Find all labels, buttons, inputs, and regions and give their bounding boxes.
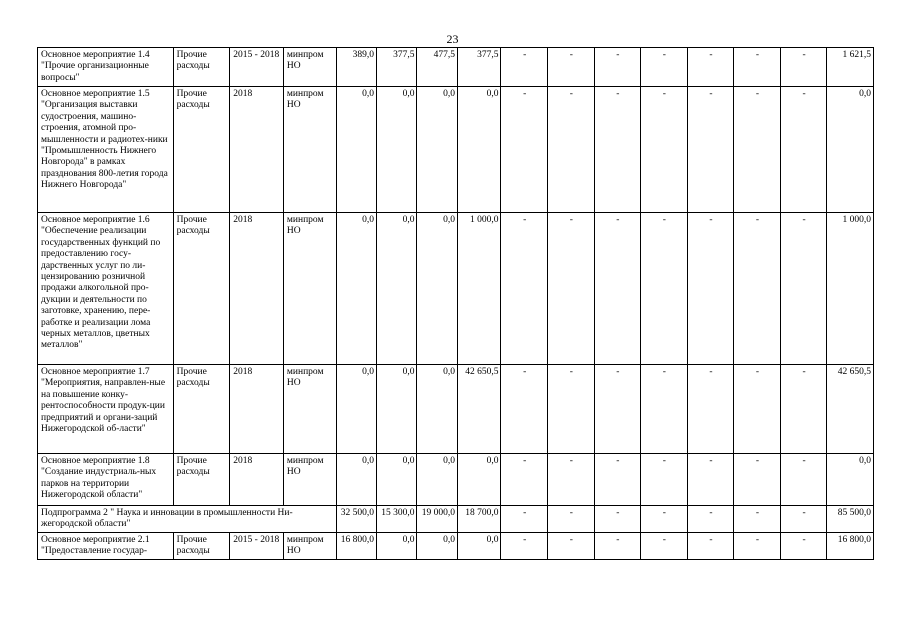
row-value: 0,0 — [417, 365, 457, 454]
row-empty: - — [641, 532, 688, 559]
row-empty: - — [548, 87, 595, 213]
row-value: 0,0 — [336, 454, 376, 506]
table-row — [38, 532, 874, 559]
row-name: Основное мероприятие 1.4 "Прочие организационные вопросы" — [38, 48, 174, 87]
row-value: 0,0 — [417, 87, 457, 213]
row-empty: - — [594, 87, 641, 213]
row-empty: - — [594, 48, 641, 87]
subprogram-empty: - — [641, 506, 688, 533]
row-empty: - — [734, 532, 781, 559]
row-empty: - — [780, 87, 827, 213]
row-empty: - — [501, 87, 548, 213]
row-value: 0,0 — [457, 87, 501, 213]
row-empty: - — [780, 454, 827, 506]
row-value: 0,0 — [377, 454, 417, 506]
table-row — [38, 87, 874, 213]
page-number: 23 — [446, 32, 459, 46]
row-empty: - — [641, 213, 688, 365]
row-years: 2018 — [230, 87, 284, 213]
row-value: 0,0 — [417, 532, 457, 559]
row-total: 1 621,5 — [827, 48, 874, 87]
row-executor: минпром НО — [283, 454, 336, 506]
row-empty: - — [548, 48, 595, 87]
row-value: 0,0 — [417, 454, 457, 506]
row-type: Прочие расходы — [173, 454, 230, 506]
row-empty: - — [734, 454, 781, 506]
row-total: 42 650,5 — [827, 365, 874, 454]
row-value: 377,5 — [377, 48, 417, 87]
row-empty: - — [687, 87, 734, 213]
row-empty: - — [594, 365, 641, 454]
row-empty: - — [501, 454, 548, 506]
row-value: 1 000,0 — [457, 213, 501, 365]
row-name: Основное мероприятие 2.1 "Предоставление государ- — [38, 532, 174, 559]
row-type: Прочие расходы — [173, 87, 230, 213]
row-empty: - — [780, 365, 827, 454]
row-empty: - — [501, 48, 548, 87]
row-empty: - — [734, 213, 781, 365]
row-empty: - — [780, 213, 827, 365]
table-row — [38, 365, 874, 454]
row-years: 2015 - 2018 — [230, 48, 284, 87]
row-total: 16 800,0 — [827, 532, 874, 559]
row-empty: - — [501, 213, 548, 365]
row-empty: - — [641, 454, 688, 506]
subprogram-name: Подпрограмма 2 " Наука и инновации в промышленности Ни-жегородской области" — [38, 506, 337, 533]
row-empty: - — [594, 213, 641, 365]
row-value: 0,0 — [377, 365, 417, 454]
subprogram-row — [38, 506, 874, 533]
row-type: Прочие расходы — [173, 48, 230, 87]
row-years: 2018 — [230, 365, 284, 454]
row-executor: минпром НО — [283, 87, 336, 213]
row-value: 0,0 — [336, 87, 376, 213]
row-empty: - — [734, 365, 781, 454]
row-name: Основное мероприятие 1.7 "Мероприятия, направлен-ные на повышение конку-рентоспособности продук-ции предприятий и органи-заций Нижегородской об-ласти" — [38, 365, 174, 454]
subprogram-empty: - — [780, 506, 827, 533]
row-name: Основное мероприятие 1.6 "Обеспечение реализации государственных функций по предоставлению госу-дарственных услуг по ли-цензированию розничной продажи алкогольной про-дукции и деятельности по заготовке, хранению, пере-работке и реализации лома черных металлов, цветных металлов" — [38, 213, 174, 365]
subprogram-empty: - — [548, 506, 595, 533]
row-empty: - — [501, 365, 548, 454]
row-type: Прочие расходы — [173, 532, 230, 559]
subprogram-empty: - — [687, 506, 734, 533]
subprogram-value: 15 300,0 — [377, 506, 417, 533]
table-row — [38, 213, 874, 365]
row-value: 0,0 — [336, 365, 376, 454]
row-years: 2018 — [230, 213, 284, 365]
row-value: 377,5 — [457, 48, 501, 87]
row-empty: - — [641, 48, 688, 87]
row-value: 0,0 — [377, 87, 417, 213]
row-empty: - — [687, 532, 734, 559]
row-empty: - — [548, 213, 595, 365]
row-value: 477,5 — [417, 48, 457, 87]
row-total: 0,0 — [827, 454, 874, 506]
row-value: 42 650,5 — [457, 365, 501, 454]
row-empty: - — [734, 48, 781, 87]
row-value: 16 800,0 — [336, 532, 376, 559]
row-type: Прочие расходы — [173, 213, 230, 365]
row-empty: - — [548, 454, 595, 506]
row-empty: - — [594, 532, 641, 559]
subprogram-total: 85 500,0 — [827, 506, 874, 533]
row-value: 0,0 — [336, 213, 376, 365]
row-empty: - — [780, 532, 827, 559]
row-empty: - — [501, 532, 548, 559]
table-row — [38, 454, 874, 506]
row-empty: - — [641, 87, 688, 213]
subprogram-empty: - — [594, 506, 641, 533]
row-value: 0,0 — [417, 213, 457, 365]
subprogram-value: 32 500,0 — [336, 506, 376, 533]
row-empty: - — [687, 454, 734, 506]
row-name: Основное мероприятие 1.5 "Организация выставки судостроения, машино-строения, атомной про-мышленности и радиотех-ники "Промышленность Нижнего Новгорода" в рамках празднования 800-летия города Нижнего Новгорода" — [38, 87, 174, 213]
table-row — [38, 48, 874, 87]
row-value: 0,0 — [457, 532, 501, 559]
row-empty: - — [687, 48, 734, 87]
row-executor: минпром НО — [283, 365, 336, 454]
row-years: 2015 - 2018 — [230, 532, 284, 559]
row-empty: - — [548, 532, 595, 559]
row-total: 0,0 — [827, 87, 874, 213]
row-empty: - — [641, 365, 688, 454]
row-total: 1 000,0 — [827, 213, 874, 365]
row-value: 0,0 — [377, 213, 417, 365]
row-empty: - — [548, 365, 595, 454]
row-empty: - — [780, 48, 827, 87]
row-years: 2018 — [230, 454, 284, 506]
row-empty: - — [594, 454, 641, 506]
subprogram-empty: - — [501, 506, 548, 533]
row-value: 389,0 — [336, 48, 376, 87]
row-executor: минпром НО — [283, 213, 336, 365]
budget-table — [37, 47, 874, 560]
row-value: 0,0 — [377, 532, 417, 559]
row-type: Прочие расходы — [173, 365, 230, 454]
row-empty: - — [687, 213, 734, 365]
row-name: Основное мероприятие 1.8 "Создание индустриаль-ных парков на территории Нижегородской области" — [38, 454, 174, 506]
row-executor: минпром НО — [283, 48, 336, 87]
subprogram-value: 19 000,0 — [417, 506, 457, 533]
row-executor: минпром НО — [283, 532, 336, 559]
subprogram-empty: - — [734, 506, 781, 533]
row-value: 0,0 — [457, 454, 501, 506]
row-empty: - — [734, 87, 781, 213]
row-empty: - — [687, 365, 734, 454]
subprogram-value: 18 700,0 — [457, 506, 501, 533]
